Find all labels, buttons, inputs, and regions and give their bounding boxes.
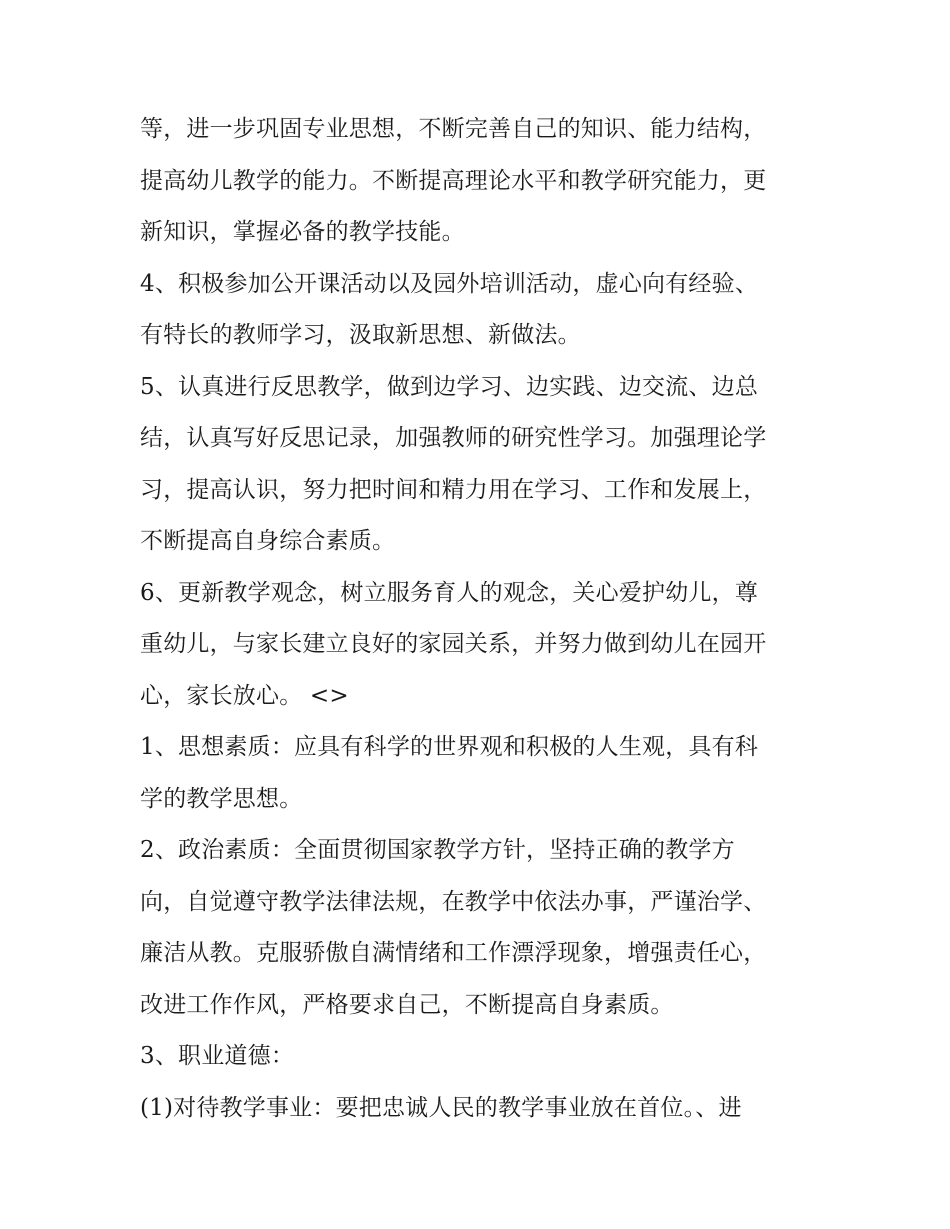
text-line: 1、思想素质：应具有科学的世界观和积极的人生观，具有科 (140, 734, 759, 760)
text-line: (1)对待教学事业：要把忠诚人民的教学事业放在首位。、进 (140, 1094, 742, 1121)
document-body (140, 104, 830, 1134)
text-line: 心，家长放心。 <> (140, 682, 349, 709)
text-line: 5、认真进行反思教学，做到边学习、边实践、边交流、边总 (140, 373, 759, 400)
text-line: 习，提高认识，努力把时间和精力用在学习、工作和发展上， (140, 476, 767, 503)
text-line: 学的教学思想。 (140, 785, 303, 812)
text-line: 廉洁从教。克服骄傲自满情绪和工作漂浮现象，增强责任心， (140, 940, 767, 966)
text-line: 改进工作作风，严格要求自己，不断提高自身素质。 (140, 991, 674, 1018)
text-line: 2、政治素质：全面贯彻国家教学方针，坚持正确的教学方 (140, 837, 735, 863)
text-line: 有特长的教师学习，汲取新思想、新做法。 (140, 322, 581, 348)
text-line: 等，进一步巩固专业思想，不断完善自己的知识、能力结构， (140, 116, 767, 142)
text-line: 6、更新教学观念，树立服务育人的观念，关心爱护幼儿，尊 (140, 579, 759, 606)
text-line: 4、积极参加公开课活动以及园外培训活动，虚心向有经验、 (140, 270, 759, 297)
text-line: 不断提高自身综合素质。 (140, 528, 396, 554)
text-line: 新知识，掌握必备的教学技能。 (140, 219, 465, 245)
text-line: 向，自觉遵守教学法律法规，在教学中依法办事，严谨治学、 (140, 888, 767, 915)
text-line: 结，认真写好反思记录，加强教师的研究性学习。加强理论学 (140, 425, 767, 451)
text-line: 3、职业道德： (140, 1043, 295, 1069)
text-line: 提高幼儿教学的能力。不断提高理论水平和教学研究能力，更 (140, 167, 767, 194)
text-line: 重幼儿，与家长建立良好的家园关系，并努力做到幼儿在园开 (140, 631, 767, 657)
